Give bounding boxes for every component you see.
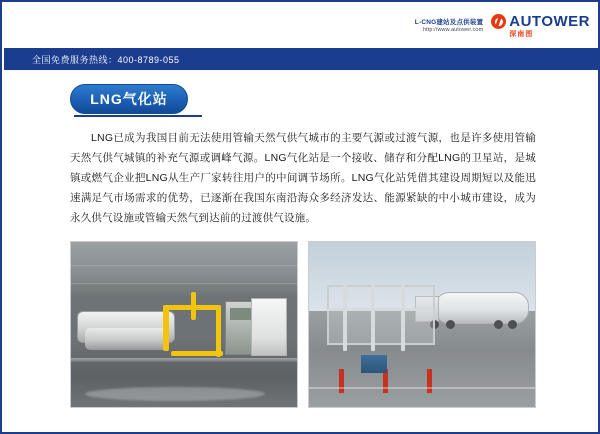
lng-station-tanker-photo xyxy=(308,241,536,408)
section-title-label: LNG气化站 xyxy=(90,91,168,107)
logo-wordmark: AUTOWER xyxy=(509,13,590,30)
photo1-yellow-pipe-3 xyxy=(216,305,221,357)
photo1-control-cabinet xyxy=(251,298,287,356)
hotline-text: 全国免费服务热线：400-8789-055 xyxy=(32,54,180,65)
section-title-underline xyxy=(74,115,202,117)
logo-top-row xyxy=(491,13,590,30)
photo2-vertical-pipe-2 xyxy=(371,285,375,351)
header-company-name: L-CNG建站及点供装置 xyxy=(414,18,484,26)
photo-row xyxy=(70,241,536,408)
photo2-red-bollard-1 xyxy=(339,369,344,393)
photo1-wall xyxy=(71,242,297,298)
photo1-yellow-pipe-4 xyxy=(171,351,223,356)
section-title-wrap xyxy=(70,84,188,114)
photo1-yellow-pipe-5 xyxy=(191,292,196,320)
hotline-bar xyxy=(4,48,600,70)
photo1-floor-reflection xyxy=(85,387,266,401)
photo1-secondary-tank xyxy=(85,328,169,350)
photo2-tanker-trailer xyxy=(435,292,529,324)
header-brand-group xyxy=(415,13,600,39)
section-title-pill xyxy=(70,84,188,114)
photo1-yellow-pipe-1 xyxy=(163,305,169,351)
photo2-horizontal-pipe xyxy=(327,308,431,311)
photo2-blue-equipment-box xyxy=(361,355,387,373)
lng-vaporizer-skid-photo xyxy=(70,241,298,408)
logo-chinese-name: 深南图 xyxy=(509,31,534,38)
photo2-wheel-2 xyxy=(494,320,503,329)
header-company-texts xyxy=(415,19,483,34)
photo2-road-marking xyxy=(309,387,535,389)
photo2-vertical-pipe-1 xyxy=(343,285,347,351)
photo2-wheel-3 xyxy=(446,320,455,329)
photo1-wall-line-1 xyxy=(71,265,297,266)
photo2-vertical-pipe-3 xyxy=(401,285,405,351)
company-logo xyxy=(491,13,590,39)
photo2-red-bollard-3 xyxy=(427,369,432,393)
photo1-wall-line-2 xyxy=(71,283,297,284)
autower-mark-icon xyxy=(491,14,506,29)
photo1-skid-base xyxy=(71,358,297,362)
header-company-website: http://www.autower.com xyxy=(422,26,484,33)
body-paragraph: LNG已成为我国目前无法使用管输天然气供气城市的主要气源或过渡气源，也是许多使用管输天然气供气城镇的补充气源或调峰气源。LNG气化站是一个接收、储存和分配LNG的卫星站，是城镇或燃气企业把LNG从生产厂家转往用户的中间调节场所。LNG气化站凭借其建设周期短以及能迅速满足气市场需求的优势，已逐渐在我国东南沿海众多经济发达、能源紧缺的中小城市建设，成为永久供气设施或管输天然气到达前的过渡供气设施。 xyxy=(70,132,536,224)
photo2-wheel-1 xyxy=(508,320,517,329)
page-header xyxy=(4,4,600,48)
